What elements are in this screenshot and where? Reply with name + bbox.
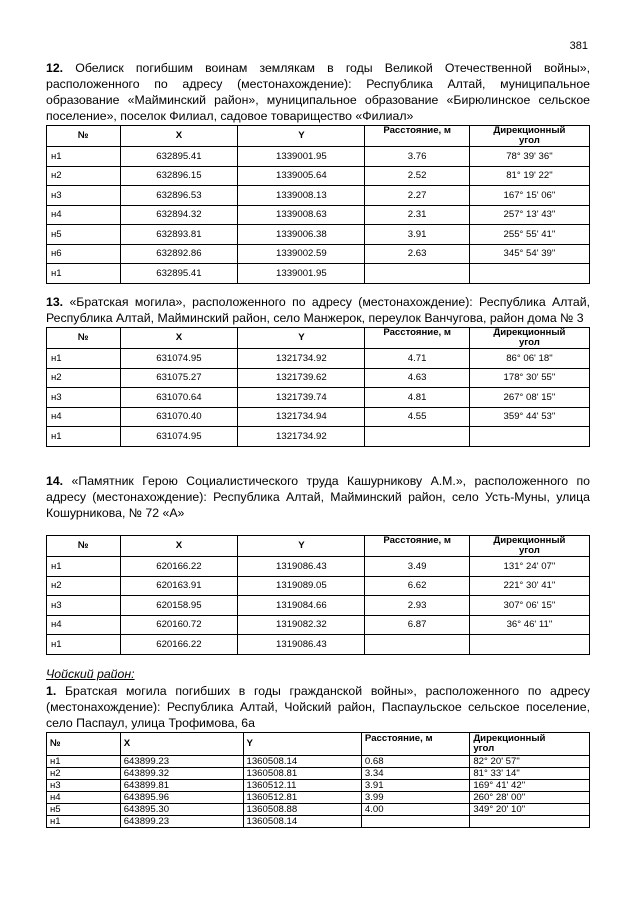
header-x: X [120,328,238,349]
cell-y: 1360508.14 [243,816,361,828]
table-row [47,596,590,616]
section-paragraph [46,294,590,326]
cell-x: 643895.96 [120,792,243,804]
cell-x: 632895.41 [120,147,238,167]
cell-x: 620158.95 [120,596,238,616]
section-text: «Братская могила», расположенного по адресу (местонахождение): Республика Алтай, Республика Алтай, Майминский район, село Манжерок, переулок Ванчугова, район дома № 3 [46,295,590,325]
table-row [47,557,590,577]
cell-angle [469,635,589,655]
table-row [47,147,590,167]
cell-point: н1 [47,756,121,768]
page-number: 381 [569,40,588,52]
cell-angle: 257° 13' 43" [469,205,589,225]
cell-distance [365,427,469,447]
header-x: X [120,536,238,557]
table-row [47,166,590,186]
cell-angle: 82° 20' 57" [470,756,590,768]
cell-x: 620166.22 [120,635,238,655]
table-row [47,792,590,804]
table-row [47,615,590,635]
cell-point: н1 [47,147,121,167]
cell-distance: 0.68 [361,756,469,768]
cell-distance: 4.71 [365,349,469,369]
table-row [47,205,590,225]
cell-y: 1339008.63 [238,205,365,225]
section-13 [46,294,590,447]
cell-y: 1321739.62 [238,368,365,388]
cell-angle [469,427,589,447]
section-number: 14. [46,474,64,488]
cell-x: 643899.81 [120,780,243,792]
cell-point: н4 [47,792,121,804]
cell-point: н1 [47,635,121,655]
table-row [47,388,590,408]
cell-angle: 307° 06' 15" [469,596,589,616]
cell-x: 632896.15 [120,166,238,186]
cell-x: 632894.32 [120,205,238,225]
cell-y: 1319086.43 [238,557,365,577]
section-number: 1. [46,684,57,698]
cell-y: 1360512.11 [243,780,361,792]
section-paragraph [46,60,590,124]
cell-angle: 260° 28' 00" [470,792,590,804]
cell-point: н2 [47,166,121,186]
cell-distance: 3.91 [365,225,469,245]
header-num: № [47,733,121,756]
table-row [47,264,590,284]
table-header-row [47,536,590,557]
cell-y: 1319089.05 [238,576,365,596]
cell-x: 632895.41 [120,264,238,284]
cell-y: 1321739.74 [238,388,365,408]
header-y: Y [238,126,365,147]
cell-point: н6 [47,244,121,264]
section-number: 13. [46,295,64,309]
cell-distance: 4.63 [365,368,469,388]
cell-angle: 178° 30' 55" [469,368,589,388]
cell-point: н1 [47,264,121,284]
cell-distance: 6.87 [365,615,469,635]
cell-y: 1360512.81 [243,792,361,804]
cell-distance: 3.76 [365,147,469,167]
cell-x: 643899.23 [120,756,243,768]
header-y: Y [238,328,365,349]
table-row [47,804,590,816]
header-distance: Расстояние, м [365,328,469,349]
cell-y: 1319084.66 [238,596,365,616]
section-paragraph [46,473,590,521]
cell-distance: 4.55 [365,407,469,427]
cell-y: 1360508.14 [243,756,361,768]
header-angle-line1: Дирекционный [493,327,566,338]
cell-angle: 81° 33' 14" [470,768,590,780]
cell-distance: 4.00 [361,804,469,816]
cell-angle: 78° 39' 36" [469,147,589,167]
cell-x: 632896.53 [120,186,238,206]
table-row [47,816,590,828]
header-angle [469,126,589,147]
table-header-row [47,328,590,349]
cell-x: 643895.30 [120,804,243,816]
cell-y: 1321734.92 [238,349,365,369]
cell-angle: 81° 19' 22" [469,166,589,186]
cell-distance: 3.49 [365,557,469,577]
header-y: Y [238,536,365,557]
cell-point: н2 [47,576,121,596]
cell-point: н1 [47,349,121,369]
coordinate-table [46,327,590,447]
header-y: Y [243,733,361,756]
section-text: «Памятник Герою Социалистического труда Кашурникову А.М.», расположенного по адресу (местонахождение): Республика Алтай, Майминский район, село Усть-Муны, улица Кошурникова, № 72 «А» [46,474,590,520]
cell-x: 620163.91 [120,576,238,596]
cell-angle: 169° 41' 42" [470,780,590,792]
cell-point: н3 [47,780,121,792]
cell-angle: 36° 46' 11" [469,615,589,635]
cell-x: 620166.22 [120,557,238,577]
cell-distance: 3.99 [361,792,469,804]
table-row [47,225,590,245]
cell-distance [361,816,469,828]
table-row [47,768,590,780]
coordinate-table [46,125,590,284]
cell-y: 1319082.32 [238,615,365,635]
cell-x: 620160.72 [120,615,238,635]
cell-y: 1321734.92 [238,427,365,447]
cell-distance: 2.27 [365,186,469,206]
header-distance: Расстояние, м [365,536,469,557]
cell-angle: 221° 30' 41" [469,576,589,596]
coordinate-table [46,732,590,828]
section-text: Братская могила погибших в годы гражданской войны», расположенного по адресу (местонахождение): Республика Алтай, Чойский район, Паспаульское сельское поселение, село Паспаул, улица Трофимова, 6а [46,684,591,730]
header-num: № [47,536,121,557]
cell-distance: 2.52 [365,166,469,186]
table-row [47,427,590,447]
header-angle-line2: угол [518,337,540,348]
table-row [47,635,590,655]
header-angle-line1: Дирекционный [493,125,566,136]
cell-point: н5 [47,804,121,816]
cell-y: 1339005.64 [238,166,365,186]
cell-point: н4 [47,205,121,225]
cell-x: 631070.40 [120,407,238,427]
coordinate-table [46,535,590,655]
cell-point: н2 [47,768,121,780]
header-angle [469,536,589,557]
section-14 [46,473,590,655]
cell-point: н1 [47,816,121,828]
cell-y: 1339001.95 [238,264,365,284]
header-x: X [120,733,243,756]
table-header-row [47,733,590,756]
table-row [47,780,590,792]
section-paragraph [46,683,590,731]
cell-distance [365,635,469,655]
header-num: № [47,328,121,349]
cell-distance: 3.34 [361,768,469,780]
cell-angle: 267° 08' 15" [469,388,589,408]
cell-x: 631075.27 [120,368,238,388]
cell-y: 1321734.94 [238,407,365,427]
cell-distance [365,264,469,284]
cell-angle [470,816,590,828]
header-angle [470,733,590,756]
district-heading: Чойский район: [46,667,135,681]
header-distance: Расстояние, м [365,126,469,147]
cell-y: 1339002.59 [238,244,365,264]
table-header-row [47,126,590,147]
header-angle-line1: Дирекционный [473,733,546,744]
cell-x: 631070.64 [120,388,238,408]
table-row [47,349,590,369]
section-12 [46,60,590,284]
table-row [47,576,590,596]
cell-y: 1319086.43 [238,635,365,655]
cell-distance: 2.93 [365,596,469,616]
cell-angle: 349° 20' 10" [470,804,590,816]
cell-distance: 4.81 [365,388,469,408]
cell-angle: 167° 15' 06" [469,186,589,206]
cell-distance: 3.91 [361,780,469,792]
table-row [47,244,590,264]
cell-point: н3 [47,596,121,616]
table-row [47,368,590,388]
header-x: X [120,126,238,147]
cell-angle: 86° 06' 18" [469,349,589,369]
cell-x: 643899.32 [120,768,243,780]
cell-angle: 131° 24' 07" [469,557,589,577]
cell-y: 1339006.38 [238,225,365,245]
header-angle-line2: угол [518,135,540,146]
cell-point: н1 [47,557,121,577]
cell-point: н1 [47,427,121,447]
cell-y: 1360508.81 [243,768,361,780]
cell-angle [469,264,589,284]
cell-point: н3 [47,388,121,408]
cell-x: 631074.95 [120,349,238,369]
cell-x: 632892.86 [120,244,238,264]
cell-distance: 2.63 [365,244,469,264]
cell-point: н3 [47,186,121,206]
header-angle-line2: угол [473,743,495,754]
cell-distance: 6.62 [365,576,469,596]
cell-y: 1339008.13 [238,186,365,206]
cell-angle: 255° 55' 41" [469,225,589,245]
cell-angle: 345° 54' 39" [469,244,589,264]
header-num: № [47,126,121,147]
cell-x: 631074.95 [120,427,238,447]
cell-y: 1360508.88 [243,804,361,816]
table-row [47,756,590,768]
cell-x: 632893.81 [120,225,238,245]
cell-point: н5 [47,225,121,245]
cell-x: 643899.23 [120,816,243,828]
header-angle-line1: Дирекционный [493,535,566,546]
cell-y: 1339001.95 [238,147,365,167]
header-angle-line2: угол [518,545,540,556]
table-row [47,186,590,206]
header-distance: Расстояние, м [361,733,469,756]
table-row [47,407,590,427]
cell-point: н4 [47,407,121,427]
header-angle [469,328,589,349]
section-text: Обелиск погибшим воинам землякам в годы Великой Отечественной войны», расположенного по адресу (местонахождение): Республика Алтай, муниципальное образование «Майминский район», муниципальное образование «Бирюлинское сельское поселение», поселок Филиал, садовое товарищество «Филиал» [46,61,591,123]
cell-point: н4 [47,615,121,635]
cell-angle: 359° 44' 53" [469,407,589,427]
cell-point: н2 [47,368,121,388]
section-number: 12. [46,61,64,75]
cell-distance: 2.31 [365,205,469,225]
section-choy [46,667,590,828]
